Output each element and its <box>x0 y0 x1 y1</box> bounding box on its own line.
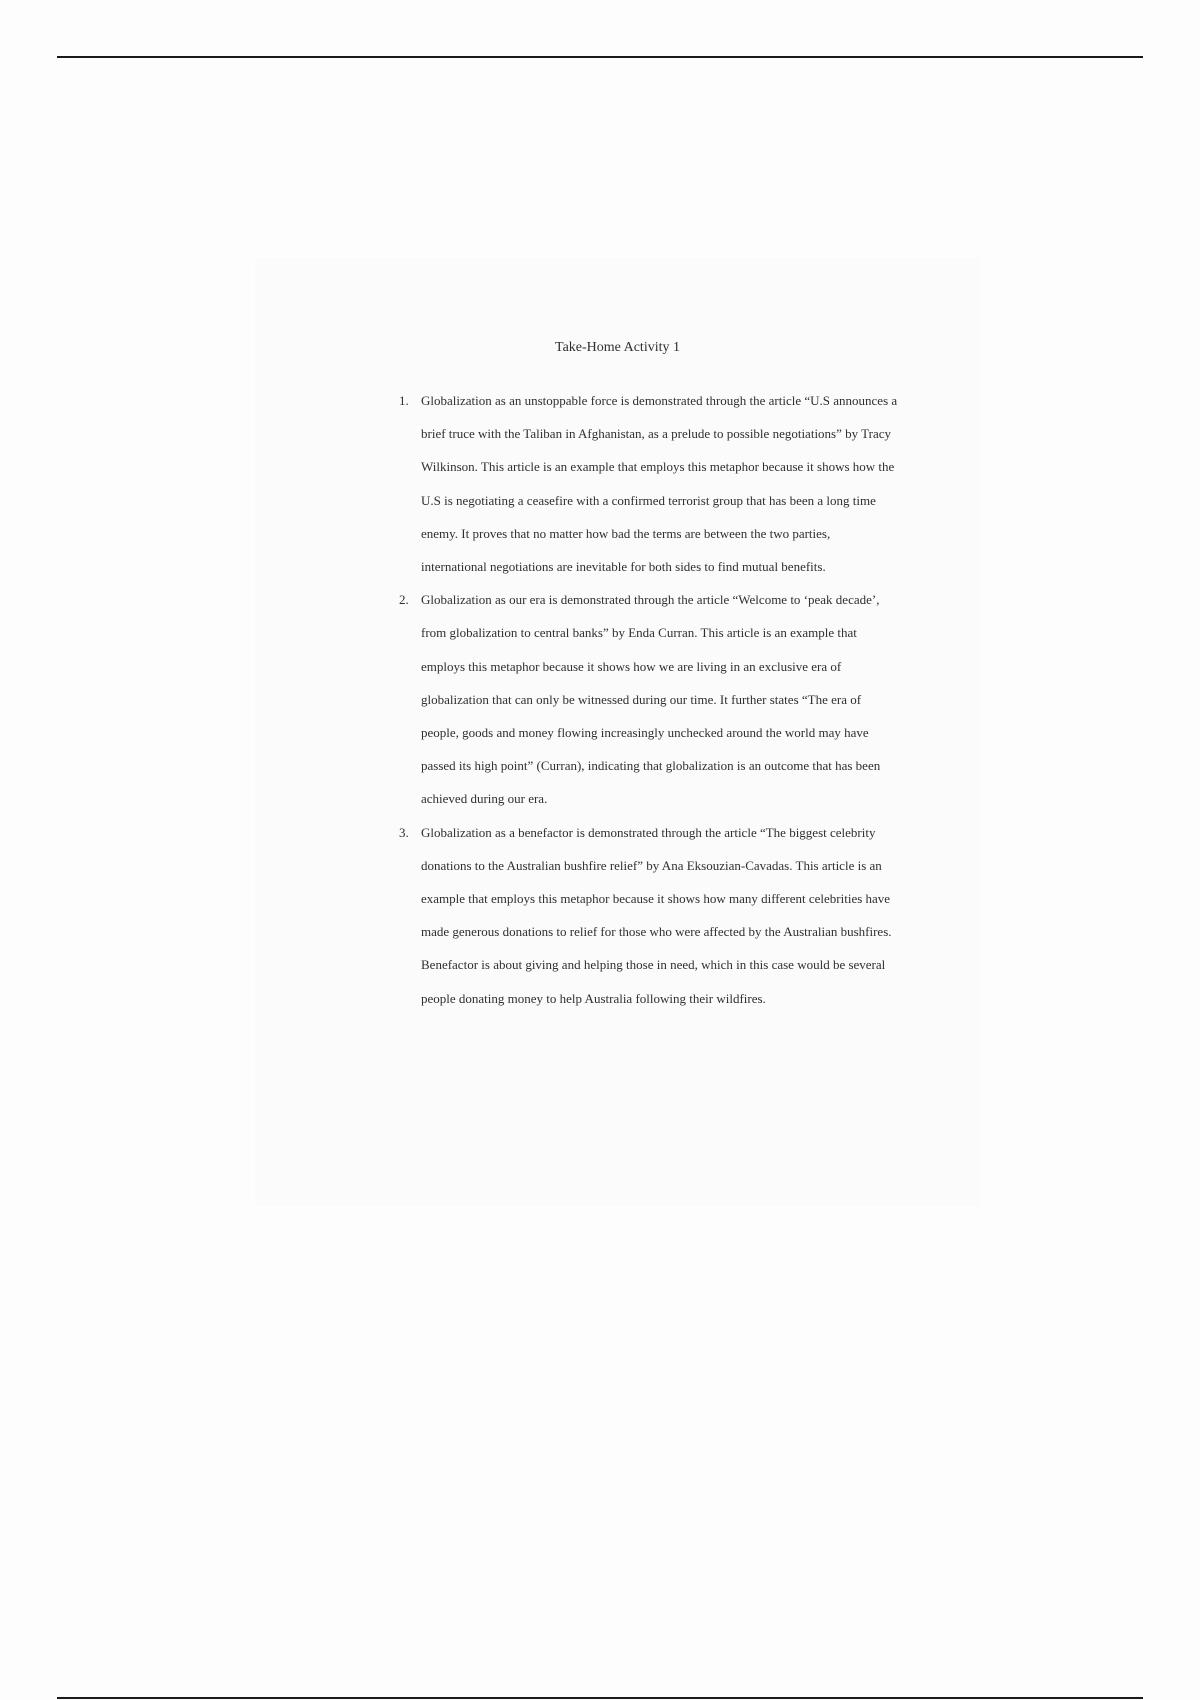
list-item-text: Globalization as an unstoppable force is demonstrated through the article “U.S announces a brief truce with the Taliban in Afghanistan, as a prelude to possible negotiations” by Tracy Wilkinson. This article is an example that employs this metaphor because it shows how the U.S is negotiating a ceasefire with a confirmed terrorist group that has been a long time enemy. It proves that no matter how bad the terms are between the two parties, international negotiations are inevitable for both sides to find mutual benefits. <box>421 393 898 575</box>
list-item-text: Globalization as our era is demonstrated through the article “Welcome to ‘peak decade’, from globalization to central banks” by Enda Curran. This article is an example that employs this metaphor because it shows how we are living in an exclusive era of globalization that can only be witnessed during our time. It further states “The era of people, goods and money flowing increasingly unchecked around the world may have passed its high point” (Curran), indicating that globalization is an outcome that has been achieved during our era. <box>421 592 881 807</box>
bottom-rule <box>57 1697 1143 1699</box>
list-item <box>399 816 899 1015</box>
list-item <box>399 384 899 583</box>
list-item-text: Globalization as a benefactor is demonstrated through the article “The biggest celebrity donations to the Australian bushfire relief” by Ana Eksouzian-Cavadas. This article is an example that employs this metaphor because it shows how many different celebrities have made generous donations to relief for those who were affected by the Australian bushfires. Benefactor is about giving and helping those in need, which in this case would be several people donating money to help Australia following their wildfires. <box>421 824 892 1006</box>
list-item-number: 3. <box>399 824 409 840</box>
document-page-image <box>255 258 980 1206</box>
document-list <box>399 384 899 1015</box>
document-title: Take-Home Activity 1 <box>555 340 680 355</box>
top-rule <box>57 56 1143 58</box>
list-item-number: 1. <box>399 393 409 408</box>
list-item <box>399 583 899 815</box>
list-item-number: 2. <box>399 592 409 608</box>
